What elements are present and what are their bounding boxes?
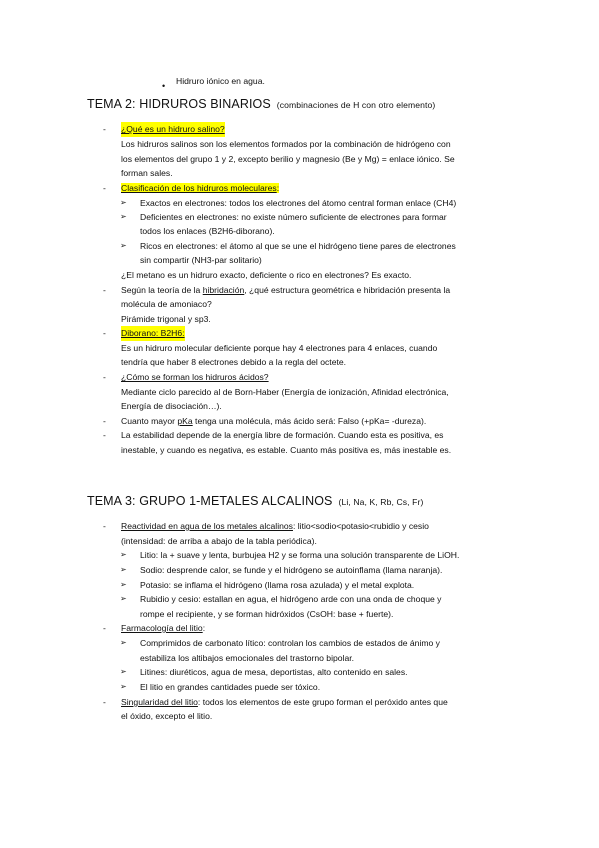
q3-text-a: Según la teoría de la — [121, 285, 203, 295]
arrow-bullet-icon: ➢ — [120, 667, 127, 676]
q6-post: tenga una molécula, más ácido será: Falso (+pKa= -dureza). — [192, 416, 427, 426]
f-line — [121, 621, 205, 636]
q1-body-line: Los hidruros salinos son los elementos formados por la combinación de hidrógeno con — [121, 139, 451, 149]
dash-marker: - — [103, 328, 106, 338]
f-item-line: Litines: diuréticos, agua de mesa, deportistas, alto contenido en sales. — [140, 667, 408, 677]
r-item-line: rompe el recipiente, y se forman hidróxidos (CsOH: base + fuerte). — [140, 609, 394, 619]
q6-line — [121, 414, 426, 429]
s-rest: : todos los elementos de este grupo forman el peróxido antes que — [197, 697, 448, 707]
dash-marker: - — [103, 124, 106, 134]
q3-text-b: , ¿qué estructura geométrica e hibridación presenta la — [244, 285, 451, 295]
dash-marker: - — [103, 521, 106, 531]
r-item-line: Litio: la + suave y lenta, burbujea H2 y se forma una solución transparente de LiOH. — [140, 550, 460, 560]
r-item-line: Rubidio y cesio: estallan en agua, el hidrógeno arde con una onda de choque y — [140, 594, 442, 604]
tema3-title: TEMA 3: GRUPO 1-METALES ALCALINOS — [87, 494, 333, 508]
tema3-subtitle: (Li, Na, K, Rb, Cs, Fr) — [338, 497, 424, 507]
dash-marker: - — [103, 623, 106, 633]
r-title: Reactividad en agua de los metales alcalinos — [121, 521, 293, 531]
q2-colon: : — [276, 183, 280, 193]
dash-marker: - — [103, 416, 106, 426]
q2-item-line: sin compartir (NH3-par solitario) — [140, 255, 262, 265]
r-line2: (intensidad: de arriba a abajo de la tabla periódica). — [121, 536, 317, 546]
s-line — [121, 695, 448, 710]
arrow-bullet-icon: ➢ — [120, 580, 127, 589]
f-item-line: El litio en grandes cantidades puede ser tóxico. — [140, 682, 321, 692]
dash-marker: - — [103, 285, 106, 295]
tema2-heading — [87, 97, 435, 113]
q3-line2: molécula de amoniaco? — [121, 299, 212, 309]
q5-body-line: Energía de disociación…). — [121, 401, 222, 411]
q2-item-line: Deficientes en electrones: no existe número suficiente de electrones para formar — [140, 212, 447, 222]
q3-line — [121, 283, 450, 298]
q4-title: Diborano: B2H6: — [121, 326, 185, 341]
f-item-line: Comprimidos de carbonato lítico: controlan los cambios de estados de ánimo y — [140, 638, 440, 648]
q6-pre: Cuanto mayor — [121, 416, 178, 426]
q5-title: ¿Cómo se forman los hidruros ácidos? — [121, 372, 269, 382]
q1-body-line: los elementos del grupo 1 y 2, excepto berilio y magnesio (Be y Mg) = enlace iónico. Se — [121, 154, 455, 164]
q6-pka: pKa — [177, 416, 193, 426]
q2-item-line: Ricos en electrones: el átomo al que se une el hidrógeno tiene pares de electrones — [140, 241, 456, 251]
arrow-bullet-icon: ➢ — [120, 565, 127, 574]
tema2-title: TEMA 2: HIDRUROS BINARIOS — [87, 97, 271, 111]
q7-body-line: La estabilidad depende de la energía libre de formación. Cuando esta es positiva, es — [121, 430, 444, 440]
q1-body-line: forman sales. — [121, 168, 173, 178]
q1-title: ¿Qué es un hidruro salino? — [121, 122, 225, 137]
q2-item-line: Exactos en electrones: todos los electrones del átomo central forman enlace (CH4) — [140, 198, 457, 208]
q2-heading — [121, 181, 279, 196]
arrow-bullet-icon: ➢ — [120, 550, 127, 559]
intro-bullet-text: Hidruro iónico en agua. — [176, 76, 265, 86]
r-rest: : litio<sodio<potasio<rubidio y cesio — [292, 521, 429, 531]
arrow-bullet-icon: ➢ — [120, 638, 127, 647]
dash-marker: - — [103, 372, 106, 382]
tema3-heading — [87, 494, 423, 510]
dash-marker: - — [103, 183, 106, 193]
q4-body-line: tendría que haber 8 electrones debido a la regla del octete. — [121, 357, 347, 367]
arrow-bullet-icon: ➢ — [120, 212, 127, 221]
tema2-subtitle: (combinaciones de H con otro elemento) — [276, 100, 436, 110]
f-item-line: estabiliza los altibajos emocionales del trastorno bipolar. — [140, 653, 355, 663]
r-line — [121, 519, 429, 534]
s-title: Singularidad del litio — [121, 697, 198, 707]
dash-marker: - — [103, 697, 106, 707]
q4-body-line: Es un hidruro molecular deficiente porque hay 4 electrones para 4 enlaces, cuando — [121, 343, 438, 353]
f-colon: : — [202, 623, 206, 633]
arrow-bullet-icon: ➢ — [120, 682, 127, 691]
bullet-dot-icon: • — [162, 81, 166, 91]
q2-title: Clasificación de los hidruros moleculares — [121, 183, 277, 193]
q2-item-line: todos los enlaces (B2H6-diborano). — [140, 226, 275, 236]
arrow-bullet-icon: ➢ — [120, 594, 127, 603]
q2-question: ¿El metano es un hidruro exacto, deficiente o rico en electrones? Es exacto. — [121, 270, 412, 280]
q5-body-line: Mediante ciclo parecido al de Born-Haber (Energía de ionización, Afinidad electrónica, — [121, 387, 449, 397]
dash-marker: - — [103, 430, 106, 440]
r-item-line: Sodio: desprende calor, se funde y el hidrógeno se autoinflama (llama naranja). — [140, 565, 443, 575]
s-line2: el óxido, excepto el litio. — [121, 711, 213, 721]
q7-body-line: inestable, y cuando es negativa, es estable. Cuanto más positiva es, más inestable es. — [121, 445, 452, 455]
arrow-bullet-icon: ➢ — [120, 241, 127, 250]
f-title: Farmacología del litio — [121, 623, 203, 633]
arrow-bullet-icon: ➢ — [120, 198, 127, 207]
q3-hibridacion: hibridación — [202, 285, 245, 295]
q3-answer: Pirámide trigonal y sp3. — [121, 314, 211, 324]
r-item-line: Potasio: se inflama el hidrógeno (llama rosa azulada) y el metal explota. — [140, 580, 415, 590]
